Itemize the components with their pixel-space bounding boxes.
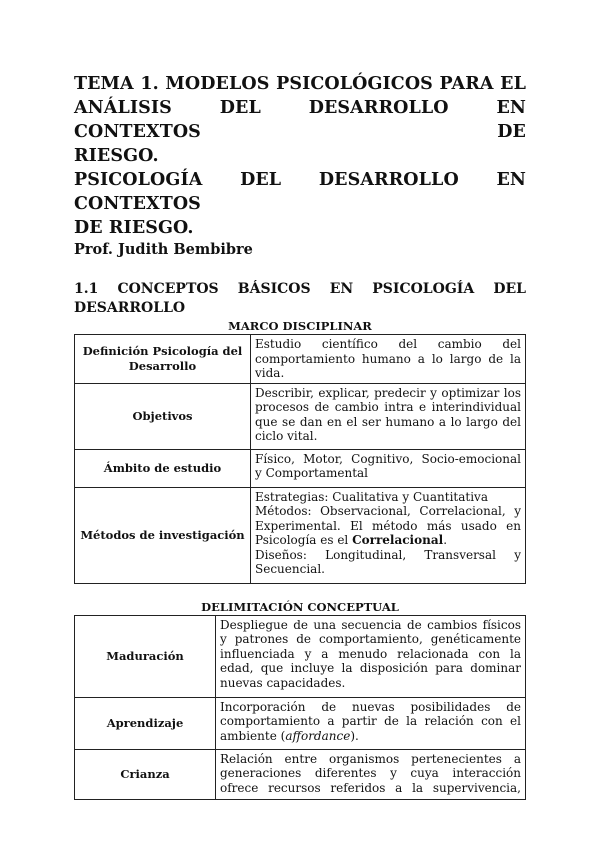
row-value	[216, 697, 526, 749]
value-line: comportamiento a partir de la relación con el	[220, 714, 521, 728]
section-word: BÁSICOS	[237, 281, 311, 297]
table-row	[75, 335, 526, 384]
row-value	[216, 615, 526, 697]
value-line: Describir, explicar, predecir y optimizar los	[255, 385, 521, 400]
section-number: 1.1	[74, 281, 99, 297]
document-page	[74, 72, 526, 800]
value-line: Despliegue de una secuencia de cambios físicos	[220, 617, 521, 632]
value-emphasis: Correlacional	[352, 533, 444, 547]
value-text: ).	[350, 728, 359, 743]
row-key: Maduración	[75, 615, 216, 697]
title-line: DE RIESGO.	[74, 218, 194, 238]
value-line	[220, 729, 521, 744]
section-word: EN	[329, 281, 354, 297]
value-line: Secuencial.	[255, 562, 325, 576]
value-line: procesos de cambio intra e interindividual	[255, 400, 521, 414]
value-line: comportamiento humano a lo largo de la	[255, 351, 521, 366]
section-heading-continued: DESARROLLO	[74, 300, 186, 316]
row-value	[251, 335, 526, 384]
value-line: Estrategias: Cualitativa y Cuantitativa	[255, 489, 488, 504]
document-title	[74, 72, 526, 240]
row-value	[216, 749, 526, 799]
value-line: vida.	[255, 366, 285, 380]
value-line: Estudio científico del cambio del	[255, 337, 521, 351]
value-line: que se dan en el ser humano a lo largo del	[255, 414, 521, 429]
title-line: ANÁLISIS DEL DESARROLLO EN CONTEXTOS DE	[74, 98, 526, 142]
table-row	[75, 487, 526, 583]
value-line: Relación entre organismos pertenecientes a	[220, 751, 521, 766]
table-row	[75, 749, 526, 799]
title-line: TEMA 1. MODELOS PSICOLÓGICOS PARA EL	[74, 74, 526, 94]
value-line: generaciones diferentes y cuya interacción	[220, 766, 521, 780]
value-line	[255, 533, 521, 548]
title-line: RIESGO.	[74, 146, 159, 166]
value-text: Psicología es el	[255, 533, 353, 547]
row-key: Métodos de investigación	[75, 487, 251, 583]
section-word: CONCEPTOS	[117, 281, 219, 297]
row-key: Definición Psicología del Desarrollo	[75, 335, 251, 384]
professor-name: Prof. Judith Bembibre	[74, 241, 253, 258]
section-heading	[74, 280, 526, 299]
value-line: edad, que incluye la disposición para dominar	[220, 661, 521, 675]
table-row	[75, 449, 526, 487]
row-key: Ámbito de estudio	[75, 449, 251, 487]
table-row	[75, 615, 526, 697]
section-word: DEL	[493, 281, 526, 297]
value-line: nuevas capacidades.	[220, 675, 346, 690]
marco-disciplinar-table	[74, 334, 526, 584]
value-line: Métodos: Observacional, Correlacional, y	[255, 504, 521, 518]
row-value	[251, 487, 526, 583]
delimitacion-conceptual-table	[74, 615, 526, 800]
value-line: ciclo vital.	[255, 429, 318, 443]
row-key: Objetivos	[75, 383, 251, 449]
value-line: Experimental. El método más usado en	[255, 518, 521, 533]
value-line: y patrones de comportamiento, genéticamente	[220, 632, 521, 646]
table-row	[75, 383, 526, 449]
row-value	[251, 449, 526, 487]
row-key: Crianza	[75, 749, 216, 799]
value-line: Físico, Motor, Cognitivo, Socio-emocional	[255, 451, 521, 466]
value-emphasis: affordance	[285, 728, 351, 743]
row-value	[251, 383, 526, 449]
section-word: PSICOLOGÍA	[372, 281, 475, 297]
row-key: Aprendizaje	[75, 697, 216, 749]
delimitacion-caption: DELIMITACIÓN CONCEPTUAL	[201, 599, 399, 614]
value-line: influenciada y a menudo relacionada con la	[220, 646, 521, 661]
value-line: ofrece recursos referidos a la supervivencia,	[220, 780, 521, 795]
table-row	[75, 697, 526, 749]
value-text: .	[443, 533, 448, 547]
marco-caption: MARCO DISCIPLINAR	[228, 319, 372, 333]
value-text: ambiente (	[220, 728, 286, 743]
value-line: Diseños: Longitudinal, Transversal y	[255, 547, 521, 562]
value-line: Incorporación de nuevas posibilidades de	[220, 699, 521, 714]
value-line: y Comportamental	[255, 466, 369, 480]
title-line: PSICOLOGÍA DEL DESARROLLO EN CONTEXTOS	[74, 170, 526, 214]
